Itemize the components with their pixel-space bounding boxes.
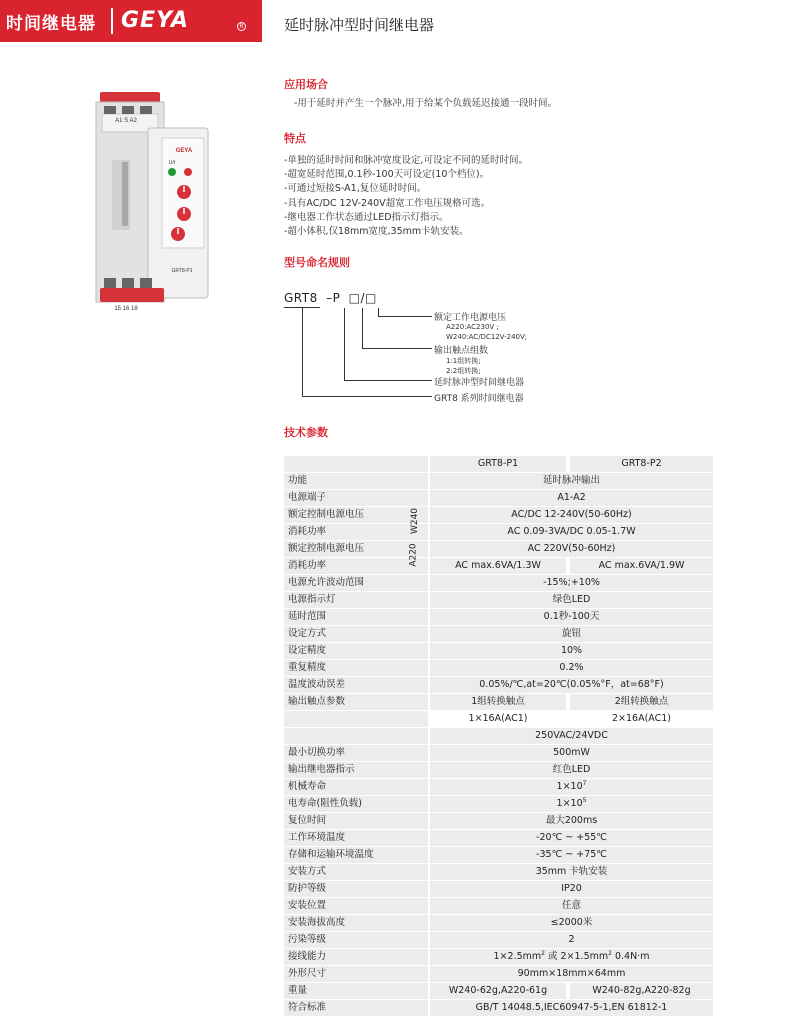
row-label: 功能 <box>284 473 428 489</box>
row-value: 0.05%/℃,at=20℃(0.05%°F，at=68°F) <box>430 677 713 693</box>
row-label: 重复精度 <box>284 660 428 676</box>
table-row <box>284 626 713 642</box>
row-value: 红色LED <box>430 762 713 778</box>
code-box-voltage: □ <box>365 291 377 305</box>
row-label: 温度波动误差 <box>284 677 428 693</box>
row-value: AC 220V(50-60Hz) <box>430 541 713 557</box>
row-label: 防护等级 <box>284 881 428 897</box>
value-base: 1×10 <box>556 781 583 792</box>
table-row <box>284 490 713 506</box>
row-value: A1-A2 <box>430 490 713 506</box>
row-label: 工作环境温度 <box>284 830 428 846</box>
category-title: 时间继电器 <box>6 14 96 34</box>
value-part: 1×2.5mm <box>493 951 542 962</box>
table-row <box>284 694 713 710</box>
feature-item: -超宽延时范围,0.1秒-100天可设定(10个档位)。 <box>284 169 490 181</box>
row-value-p1: AC max.6VA/1.3W <box>430 558 566 574</box>
table-row <box>284 830 713 846</box>
table-row <box>284 847 713 863</box>
feature-item: -超小体积,仅18mm宽度,35mm卡轨安装。 <box>284 226 469 238</box>
value-exponent: 2 <box>608 949 612 957</box>
row-value: -35℃ ~ +75℃ <box>430 847 713 863</box>
svg-text:U/t: U/t <box>168 160 176 166</box>
page-title: 延时脉冲型时间继电器 <box>284 16 435 34</box>
row-value: GB/T 14048.5,IEC60947-5-1,EN 61812-1 <box>430 1000 713 1016</box>
feature-item: -具有AC/DC 12V-240V超宽工作电压规格可选。 <box>284 197 491 209</box>
table-row <box>284 473 713 489</box>
code-type: –P <box>326 291 341 305</box>
row-value-p2: W240-82g,A220-82g <box>570 983 713 999</box>
header-banner <box>0 0 262 42</box>
row-label: 最小切换功率 <box>284 745 428 761</box>
table-row <box>284 1000 713 1016</box>
naming-contacts-2: 2:2组转换; <box>446 367 481 375</box>
svg-text:GEYA: GEYA <box>175 148 193 154</box>
row-value: ≤2000米 <box>430 915 713 931</box>
registered-mark: R <box>237 22 246 31</box>
row-value-p2: AC max.6VA/1.9W <box>570 558 713 574</box>
row-label: 额定控制电源电压 <box>284 541 428 557</box>
row-label: 机械寿命 <box>284 779 428 795</box>
value-exponent: 7 <box>582 779 587 787</box>
row-value <box>430 796 713 812</box>
column-header-p1: GRT8-P1 <box>430 456 566 472</box>
row-label: 输出触点参数 <box>284 694 428 710</box>
row-label: 消耗功率 <box>284 524 428 540</box>
row-value-p2: 2×16A(AC1) <box>611 713 671 724</box>
naming-voltage-title: 额定工作电源电压 <box>434 313 507 323</box>
table-row <box>284 779 713 795</box>
table-header-row <box>284 456 713 472</box>
w240-group-label: W240 <box>410 507 421 535</box>
table-row <box>284 949 713 965</box>
naming-contacts-title: 输出触点组数 <box>434 346 489 356</box>
row-value: 500mW <box>430 745 713 761</box>
product-image <box>92 88 228 320</box>
row-value: 0.1秒-100天 <box>430 609 713 625</box>
row-value: -15%;+10% <box>430 575 713 591</box>
row-value: 最大200ms <box>430 813 713 829</box>
row-label: 消耗功率 <box>284 558 428 574</box>
row-label: 存储和运输环境温度 <box>284 847 428 863</box>
row-value: AC 0.09-3VA/DC 0.05-1.7W <box>430 524 713 540</box>
row-label: 电寿命(阻性负载) <box>284 796 428 812</box>
naming-voltage-a: A220:AC230V ; <box>446 323 499 331</box>
table-row <box>284 524 713 540</box>
table-row <box>284 983 713 999</box>
section-heading-specs: 技术参数 <box>284 426 328 439</box>
table-row <box>284 932 713 948</box>
table-row <box>284 643 713 659</box>
row-value: 绿色LED <box>430 592 713 608</box>
column-header-p2: GRT8-P2 <box>570 456 713 472</box>
table-row <box>284 864 713 880</box>
naming-series-title: GRT8 系列时间继电器 <box>434 394 524 404</box>
section-heading-naming: 型号命名规则 <box>284 256 350 269</box>
svg-text:A1 S A2: A1 S A2 <box>115 118 137 124</box>
row-label: 电源允许波动范围 <box>284 575 428 591</box>
value-exponent: 2 <box>541 949 545 957</box>
table-row <box>284 898 713 914</box>
section-heading-features: 特点 <box>284 132 306 145</box>
row-label: 安装位置 <box>284 898 428 914</box>
row-value-p1: 1×16A(AC1) <box>468 713 528 724</box>
row-label: 外形尺寸 <box>284 966 428 982</box>
table-row <box>284 541 713 557</box>
feature-item: -可通过短接S-A1,复位延时时间。 <box>284 183 427 195</box>
row-value: IP20 <box>430 881 713 897</box>
svg-text:15 16 18: 15 16 18 <box>114 306 138 312</box>
row-value: 延时脉冲输出 <box>430 473 713 489</box>
row-label: 符合标准 <box>284 1000 428 1016</box>
row-value: 10% <box>430 643 713 659</box>
row-label: 设定方式 <box>284 626 428 642</box>
row-label: 额定控制电源电压 <box>284 507 428 523</box>
row-label: 接线能力 <box>284 949 428 965</box>
row-value <box>430 779 713 795</box>
feature-item: -单独的延时时间和脉冲宽度设定,可设定不同的延时时间。 <box>284 155 528 166</box>
row-value: 2 <box>430 932 713 948</box>
table-row <box>284 796 713 812</box>
row-label: 污染等级 <box>284 932 428 948</box>
row-label: 电源端子 <box>284 490 428 506</box>
table-row <box>284 575 713 591</box>
row-value: 250VAC/24VDC <box>430 728 713 744</box>
table-row <box>284 558 713 574</box>
svg-text:GRT8-P1: GRT8-P1 <box>171 268 193 274</box>
section-heading-application: 应用场合 <box>284 78 328 91</box>
row-label: 安装方式 <box>284 864 428 880</box>
row-value: -20℃ ~ +55℃ <box>430 830 713 846</box>
row-value <box>430 949 713 965</box>
row-value: 90mm×18mm×64mm <box>430 966 713 982</box>
feature-item: -继电器工作状态通过LED指示灯指示。 <box>284 211 449 223</box>
model-code <box>284 291 377 305</box>
table-row <box>284 966 713 982</box>
table-row <box>284 881 713 897</box>
table-row <box>284 745 713 761</box>
row-label: 电源指示灯 <box>284 592 428 608</box>
row-value-p2: 2组转换触点 <box>570 694 713 710</box>
row-value: 35mm 卡轨安装 <box>430 864 713 880</box>
application-text: -用于延时并产生一个脉冲,用于给某个负载延迟接通一段时间。 <box>294 98 557 109</box>
table-row <box>284 609 713 625</box>
brand-logo: GEYA <box>121 8 189 33</box>
row-value: 旋钮 <box>430 626 713 642</box>
row-label: 复位时间 <box>284 813 428 829</box>
table-row <box>284 711 713 727</box>
value-part: 0.4N·m <box>611 951 650 962</box>
code-prefix: GRT8 <box>284 291 318 305</box>
row-value-p1: W240-62g,A220-61g <box>430 983 566 999</box>
table-row <box>284 728 713 744</box>
table-row <box>284 762 713 778</box>
code-box-contacts: □ <box>348 291 361 305</box>
table-row <box>284 813 713 829</box>
row-label: 延时范围 <box>284 609 428 625</box>
naming-contacts-1: 1:1组转换; <box>446 357 481 365</box>
features-list <box>284 154 528 239</box>
row-value: 任意 <box>430 898 713 914</box>
table-row <box>284 677 713 693</box>
value-part: 或 2×1.5mm <box>544 951 609 962</box>
value-base: 1×10 <box>556 798 583 809</box>
naming-voltage-w: W240:AC/DC12V-240V; <box>446 333 528 341</box>
table-row <box>284 507 713 523</box>
row-label: 安装海拔高度 <box>284 915 428 931</box>
table-row <box>284 915 713 931</box>
table-row <box>284 660 713 676</box>
code-slash: / <box>360 291 366 305</box>
row-label: 重量 <box>284 983 428 999</box>
row-label: 设定精度 <box>284 643 428 659</box>
row-value: 0.2% <box>430 660 713 676</box>
a220-group-label: A220 <box>408 543 419 567</box>
row-value: AC/DC 12-240V(50-60Hz) <box>430 507 713 523</box>
table-row <box>284 592 713 608</box>
value-exponent: 5 <box>582 796 587 804</box>
naming-type-title: 延时脉冲型时间继电器 <box>434 378 525 388</box>
row-value-p1: 1组转换触点 <box>430 694 566 710</box>
row-label: 输出继电器指示 <box>284 762 428 778</box>
header-divider <box>111 8 113 34</box>
